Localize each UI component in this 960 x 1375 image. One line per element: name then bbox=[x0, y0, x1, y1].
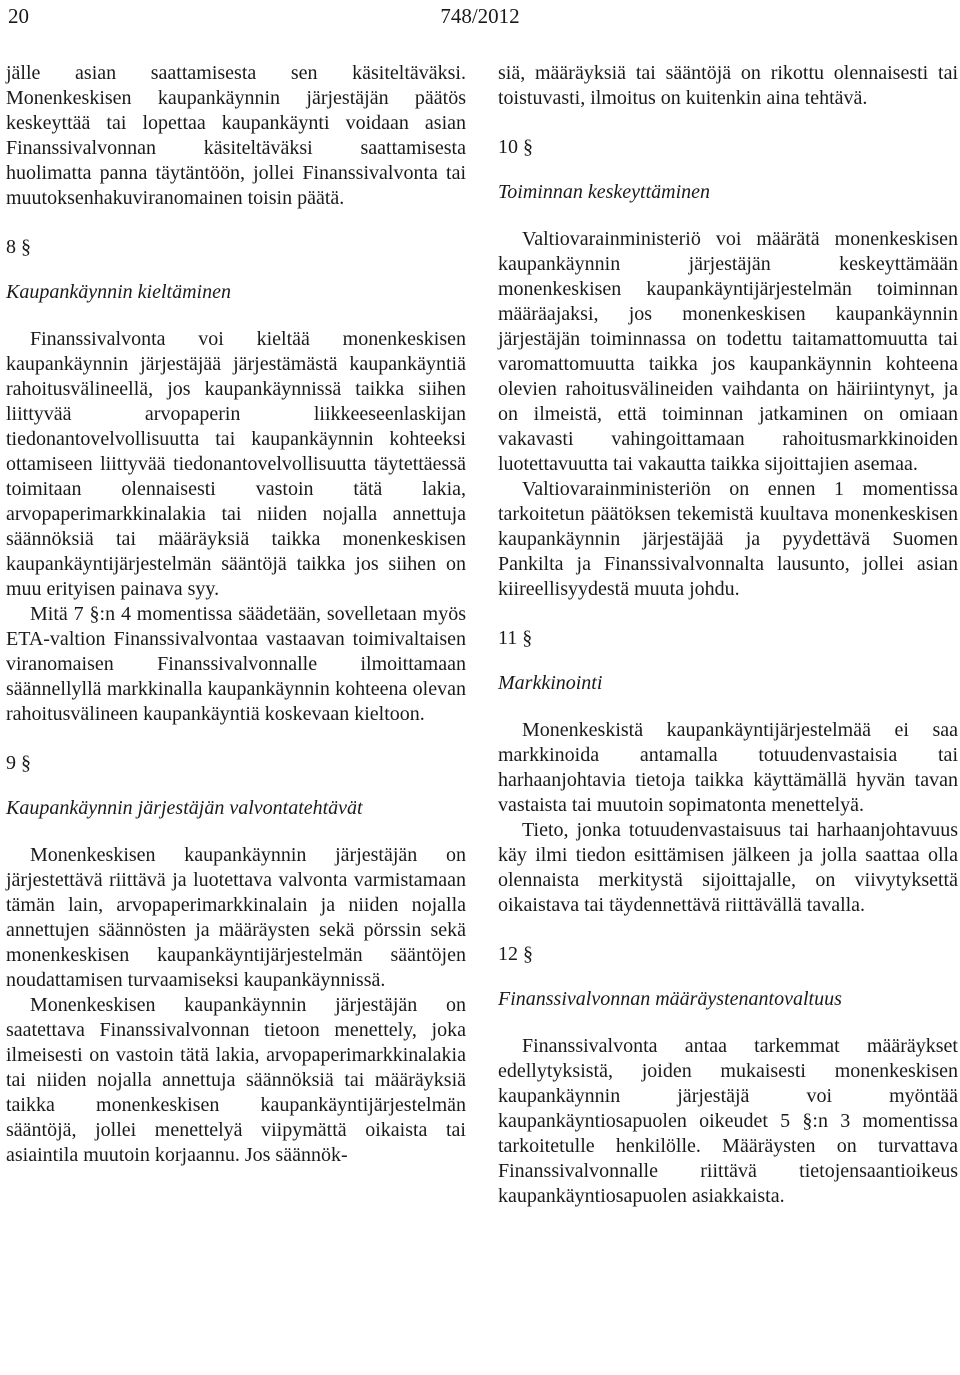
section-number: 12 § bbox=[498, 943, 533, 965]
section-paragraph: Finanssivalvonta voi kieltää monenkeskisen kaupankäynnin järjestäjää järjestämästä kaupankäyntiä rahoitusvälineellä, jos kaupankäynnissä taikka siihen liittyvää arvopaperin liikkeeseenlaskijan tiedonantovelvollisuutta tai kaupankäynnin kohteeksi ottamiseen liittyvää tiedonantovelvollisuutta täytettäessä toimitaan olennaisesti vastoin tätä lakia, arvopaperimarkkinalakia tai niiden nojalla annettuja säännöksiä tai määräyksiä taikka monenkeskisen kaupankäyntijärjestelmän sääntöjä taikka jos siihen on muu erityisen painava syy. bbox=[6, 328, 466, 600]
section-title: Toiminnan keskeyttäminen bbox=[498, 181, 711, 203]
section-title: Markkinointi bbox=[498, 672, 603, 694]
continuation-paragraph: jälle asian saattamisesta sen käsiteltäväksi. Monenkeskisen kaupankäynnin järjestäjän päätös keskeyttää tai lopettaa kaupankäynti voidaan asian Finanssivalvonnan käsiteltäväksi saattamisesta huolimatta panna täytäntöön, jollei Finanssivalvonta tai muutoksenhakuviranomainen toisin päätä. bbox=[6, 62, 466, 209]
section-number: 11 § bbox=[498, 627, 533, 649]
section-title: Kaupankäynnin järjestäjän valvontatehtävät bbox=[6, 797, 363, 819]
left-column bbox=[6, 61, 466, 1168]
continuation-paragraph: siä, määräyksiä tai sääntöjä on rikottu olennaisesti tai toistuvasti, ilmoitus on kuitenkin aina tehtävä. bbox=[498, 62, 958, 109]
section-12 bbox=[498, 942, 958, 1209]
page-number: 20 bbox=[8, 4, 29, 28]
section-paragraph: Tieto, jonka totuudenvastaisuus tai harhaanjohtavuus käy ilmi tiedon esittämisen jälkeen ja jolla saattaa olla olennaista merkitystä sijoittajalle, on viivytyksettä oikaistava tai täydennettävä riittävällä tavalla. bbox=[498, 819, 958, 916]
section-9 bbox=[6, 751, 466, 1168]
section-title: Finanssivalvonnan määräystenantovaltuus bbox=[498, 988, 842, 1010]
section-paragraph: Monenkeskistä kaupankäyntijärjestelmää ei saa markkinoida antamalla totuudenvastaisia tai harhaanjohtavia tietoja taikka käyttämällä hyvän tavan vastaista tai muutoin sopimatonta menettelyä. bbox=[498, 719, 958, 816]
section-paragraph: Finanssivalvonta antaa tarkemmat määräykset edellytyksistä, joiden mukaisesti monenkeskisen kaupankäynnin järjestäjä voi myöntää kaupankäyntiosapuolen oikeudet 5 §:n 3 momentissa tarkoitetulle henkilölle. Määräysten on turvattava Finanssivalvonnalle riittävä tietojensaantioikeus kaupankäyntiosapuolen asiakkaista. bbox=[498, 1035, 958, 1207]
section-10 bbox=[498, 135, 958, 602]
section-number: 10 § bbox=[498, 136, 533, 158]
section-paragraph: Monenkeskisen kaupankäynnin järjestäjän on järjestettävä riittävä ja luotettava valvonta varmistamaan tämän lain, arvopaperimarkkinalain ja niiden nojalla annettujen säännösten ja määräysten sekä pörssin sekä monenkeskisen kaupankäyntijärjestelmän sääntöjen noudattamisen turvaamiseksi kaupankäynnissä. bbox=[6, 844, 466, 991]
section-paragraph: Mitä 7 §:n 4 momentissa säädetään, sovelletaan myös ETA-valtion Finanssivalvontaa vastaavan toimivaltaisen viranomaisen Finanssivalvonnalle ilmoittamaan säännellyllä markkinalla kaupankäynnin kohteena olevan rahoitusvälineen kaupankäyntiä koskevaan kieltoon. bbox=[6, 603, 466, 725]
right-column bbox=[498, 61, 958, 1209]
section-paragraph: Monenkeskisen kaupankäynnin järjestäjän on saatettava Finanssivalvonnan tietoon menettely, joka ilmeisesti on vastoin tätä lakia, arvopaperimarkkinalakia tai niiden nojalla annettuja säännöksiä tai määräyksiä taikka monenkeskisen kaupankäyntijärjestelmän sääntöjä, jollei menettelyä viipymättä oikaista tai asiaintila muutoin korjaannu. Jos säännök- bbox=[6, 994, 466, 1166]
section-8 bbox=[6, 235, 466, 727]
page-header bbox=[0, 0, 960, 40]
section-number: 8 § bbox=[6, 236, 31, 258]
section-paragraph: Valtiovarainministeriö voi määrätä monenkeskisen kaupankäynnin järjestäjän keskeyttämään monenkeskisen kaupankäyntijärjestelmän toiminnan määräajaksi, jos monenkeskisen kaupankäynnin järjestäjän toiminnassa on todettu taitamattomuutta tai varomattomuutta taikka jos kaupankäynnin kohteena olevien rahoitusvälineiden vaihdanta on häiriintynyt, ja on ilmeistä, että toiminnan jatkaminen on omiaan vakavasti vahingoittamaan rahoitusmarkkinoiden luotettavuutta tai vakautta taikka sijoittajien asemaa. bbox=[498, 228, 958, 475]
section-paragraph: Valtiovarainministeriön on ennen 1 momentissa tarkoitetun päätöksen tekemistä kuultava monenkeskisen kaupankäynnin järjestäjää ja pyydettävä Suomen Pankilta ja Finanssivalvonnalta lausunto, jollei asian kiireellisyydestä muuta johdu. bbox=[498, 478, 958, 600]
document-number: 748/2012 bbox=[440, 4, 520, 28]
section-11 bbox=[498, 626, 958, 918]
section-title: Kaupankäynnin kieltäminen bbox=[6, 281, 231, 303]
section-number: 9 § bbox=[6, 752, 31, 774]
